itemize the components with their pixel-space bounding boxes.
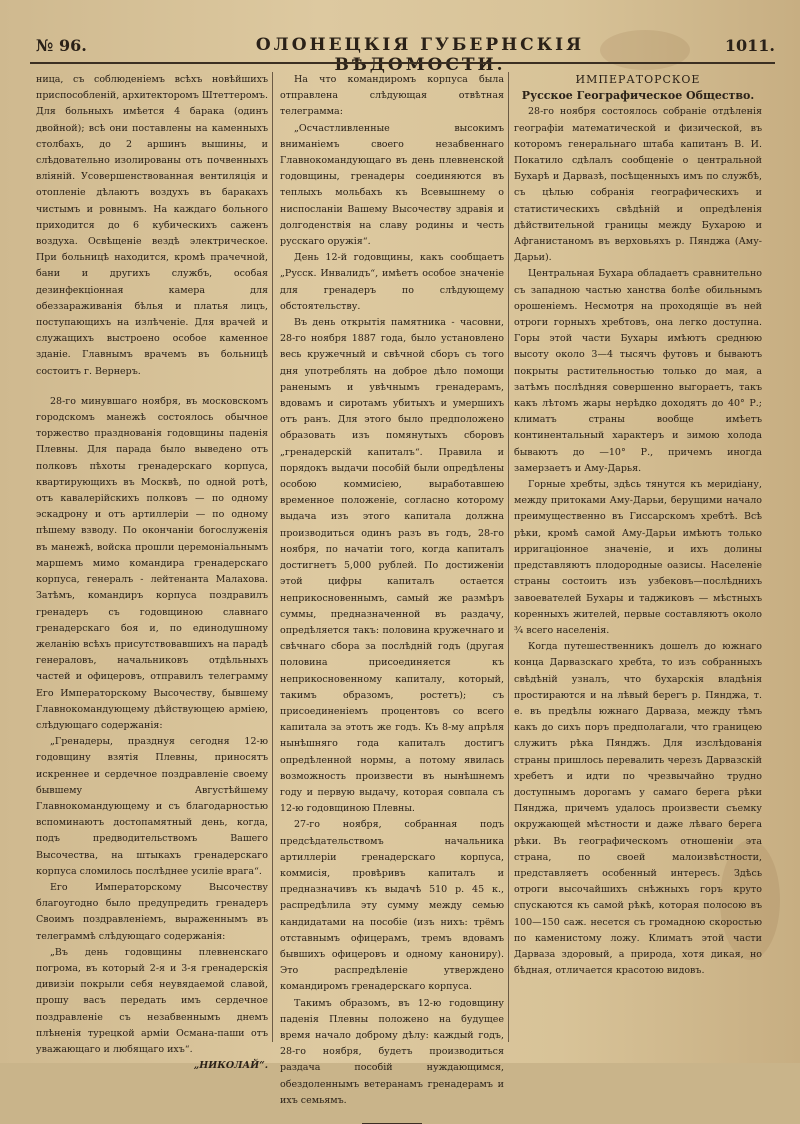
quote-paragraph: „Осчастливленные высокимъ вниманіемъ своего незабвеннаго Главнокомандующаго въ день плевненской годовщины, гренадеры соединяются въ теплыхъ мольбахъ къ Всевышнему о ниспосланіи Вашему Высочеству здравія и долгоденствія на славу родины и честь русскаго оружія“. (280, 122, 504, 248)
column-divider (272, 72, 273, 1042)
paragraph: Центральная Бухара обладаетъ сравнительно съ западною частью ханства болѣе обильнымъ орошеніемъ. Несмотря на проходящіе въ ней отроги горныхъ хребтовъ, она легко доступна. Горы этой части Бухары имѣютъ среднюю высоту около 3—4 тысячъ футовъ и бываютъ покрыты растительностью только до мая, а затѣмъ послѣдняя совершенно выгораетъ, такъ какъ лѣтомъ жары нерѣдко доходятъ до 40° Р.; климатъ страны вообще имѣетъ континентальный характеръ и зимою холода бываютъ до —10° Р., причемъ иногда замерзаетъ и Аму-Дарья. (514, 268, 762, 474)
paragraph: День 12-й годовщины, какъ сообщаетъ „Русск. Инвалидъ“, имѣетъ особое значеніе для гренадеръ по слѣдующему обстоятельству. (280, 252, 504, 312)
paragraph: Когда путешественникъ дошелъ до южнаго конца Дарвазскаго хребта, то изъ собранныхъ свѣдѣній узналъ, что бухарскія владѣнія простираются и на лѣвый берегъ р. Пянджа, т. е. въ предѣлы южнаго Дарваза, между тѣмъ какъ до сихъ поръ предполагали, что границею служитъ рѣка Пянджъ. Для изслѣдованія страны пришлось перевалить черезъ Дарвазскій хребетъ и идти по чрезвычайно трудно доступнымъ дорогамъ у самаго берега рѣки Пянджа, причемъ удалось произвести съемку окружающей мѣстности и даже лѣваго берега рѣки. Въ географическомъ отношеніи эта страна, по своей малоизвѣстности, представляетъ особенный интересъ. Здѣсь отроги высочайшихъ снѣжныхъ горъ круто спускаются къ самой рѣкѣ, которая полосою въ 100—150 саж. несется съ громадною скоростью по каменистому ложу. Климатъ этой части Дарваза здоровый, а природа, хотя дикая, но бѣдная, отличается красотою видовъ. (514, 641, 762, 977)
newspaper-title: ОЛОНЕЦКІЯ ГУБЕРНСКІЯ ВѢДОМОСТИ. (255, 35, 585, 75)
paragraph: Въ день открытія памятника - часовни, 28-го ноября 1887 года, было установлено весь кружечный и свѣчной сборъ съ того дня употреблять на доброе дѣло помощи раненымъ и увѣчнымъ гренадерамъ, вдовамъ и сиротамъ убитыхъ и умершихъ отъ ранъ. Для этого было предположено образовать изъ помянутыхъ сборовъ „гренадерскій капиталъ“. Правила и порядокъ выдачи пособій были опредѣлены особою коммисіею, выработавшею временное положеніе, согласно которому выдача изъ этого капитала должна производиться одинъ разъ въ годъ, 28-го ноября, по начатіи того, когда капиталъ достигнетъ 5,000 рублей. По достиженіи этой цифры капиталъ остается неприкосновеннымъ, самый же размѣръ суммы, предназначенной въ раздачу, опредѣляется такъ: половина кружечнаго и свѣчнаго сбора за послѣдній годъ (другая половина присоединяется къ неприкосновенному капиталу, который, такимъ образомъ, ростетъ); съ присоединеніемъ процентовъ со всего капитала за этотъ же годъ. Къ 8-му апрѣля нынѣшняго года капиталъ достигъ опредѣленной нормы, а потому явилась возможность произвести въ нынѣшнемъ году и первую выдачу, которая совпала съ 12-ю годовщиною Плевны. (280, 317, 504, 815)
column-right (514, 72, 762, 979)
page-number: 1011. (724, 36, 775, 55)
page-header (30, 30, 775, 75)
paragraph: Такимъ образомъ, въ 12-ю годовщину паденія Плевны положено на будущее время начало доброму дѣлу: каждый годъ, 28-го ноября, будетъ производиться раздача пособій нуждающимся, обездоленнымъ ветеранамъ гренадерамъ и ихъ семьямъ. (280, 997, 504, 1106)
paragraph: На что командиромъ корпуса была отправлена слѣдующая отвѣтная телеграмма: (280, 74, 504, 118)
header-rule (30, 62, 775, 64)
paragraph: 27-го ноября, собранная подъ предсѣдательствомъ начальника артиллеріи гренадерскаго корпуса, коммисія, провѣривъ капиталъ и предназначивъ къ выдачѣ 510 р. 45 к., распредѣлила эту сумму между семью кандидатами на пособіе (изъ нихъ: трёмъ отставнымъ офицерамъ, тремъ вдовамъ бывшихъ офицеровъ и одному канониру). Это распредѣленіе утверждено командиромъ гренадерскаго корпуса. (280, 819, 504, 993)
issue-number: № 96. (36, 36, 87, 55)
article-subtitle: Русское Географическое Общество. (521, 89, 755, 103)
paragraph: Его Императорскому Высочеству благоугодно было предупредить гренадеръ Своимъ поздравленіемъ, выраженнымъ въ телеграммѣ слѣдующаго содержанія: (36, 881, 268, 942)
column-middle (280, 72, 504, 1124)
quote-paragraph: „Въ день годовщины плевненскаго погрома, въ который 2-я и 3-я гренадерскія дивизіи покрыли себя неувядаемой славой, прошу васъ передать имъ сердечное поздравленіе съ незабвеннымъ днемъ плѣненія турецкой арміи Османа-паши отъ уважающаго и любящаго ихъ“. (36, 946, 268, 1055)
column-divider (508, 72, 509, 1042)
column-left (36, 72, 268, 1074)
paragraph: ница, съ соблюденіемъ всѣхъ новѣйшихъ приспособленій, архитекторомъ Штеттеромъ. Для больныхъ имѣется 4 барака (одинъ двойной); всѣ они поставлены на каменныхъ столбахъ, до 2 аршинъ вышины, и слѣдовательно изолированы отъ почвенныхъ вліяній. Усовершенствованная вентиляція и отопленіе дѣлаютъ воздухъ въ баракахъ чистымъ и ровнымъ. На каждаго больного приходится до 6 кубическихъ саженъ воздуха. Освѣщеніе вездѣ электрическое. При больницѣ находится, кромѣ прачечной, бани и другихъ службъ, особая дезинфекціонная камера для обеззараживанія бѣлья и платья лицъ, поступающихъ на излѣченіе. Для врачей и служащихъ выстроено особое каменное зданіе. Главнымъ врачемъ въ больницѣ состоитъ г. Вернеръ. (36, 74, 268, 377)
quote-paragraph: „Гренадеры, празднуя сегодня 12-ю годовщину взятія Плевны, приносятъ искреннее и сердечное поздравленіе своему бывшему Августѣйшему Главнокомандующему и съ благодарностью вспоминаютъ достопамятный день, когда, подъ предводительствомъ Вашего Высочества, на штыкахъ гренадерскаго корпуса сломилось послѣднее усиліе врага“. (36, 736, 268, 877)
signature: „НИКОЛАЙ“. (193, 1060, 268, 1072)
paragraph: 28-го минувшаго ноября, въ московскомъ городскомъ манежѣ состоялось обычное торжество празднованія годовщины паденія Плевны. Для парада было выведено отъ полковъ пѣхоты гренадерскаго корпуса, квартирующихъ въ Москвѣ, по одной ротѣ, отъ кавалерійскихъ полковъ — по одному эскадрону и отъ артиллеріи — по одному пѣшему взводу. По окончаніи богослуженія въ манежѣ, войска прошли церемоніальнымъ маршемъ мимо командира гренадерскаго корпуса, генералъ - лейтенанта Малахова. Затѣмъ, командиръ корпуса поздравилъ гренадеръ съ годовщиною славнаго гренадерскаго боя и, по единодушному желанію всѣхъ присутствовавшихъ на парадѣ генераловъ, начальниковъ отдѣльныхъ частей и офицеровъ, отправилъ телеграмму Его Императорскому Высочеству, бывшему Главнокомандующему дѣйствующею арміею, слѣдующаго содержанія: (36, 395, 268, 731)
paragraph: Горные хребты, здѣсь тянутся къ меридіану, между притоками Аму-Дарьи, берущими начало преимущественно въ Гиссарскомъ хребтѣ. Всѣ рѣки, кромѣ самой Аму-Дарьи имѣютъ только ирригаціонное значеніе, и ихъ долины представляютъ плодородные оазисы. Населеніе страны состоитъ изъ узбековъ—послѣднихъ завоевателей Бухары и таджиковъ — мѣстныхъ коренныхъ жителей, первые составляютъ около ¾ всего населенія. (514, 479, 762, 636)
paragraph: 28-го ноября состоялось собраніе отдѣленія географіи математической и физической, въ которомъ генеральнаго штаба капитанъ В. И. Покатило сдѣлалъ сообщеніе о центральной Бухарѣ и Дарвазѣ, посѣщенныхъ имъ по службѣ, съ цѣлью собранія географическихъ и статистическихъ свѣдѣній и опредѣленія дѣйствительной границы между Бухарою и Афганистаномъ въ верховьяхъ р. Пянджа (Аму-Дарьи). (514, 106, 762, 264)
article-title: ИМПЕРАТОРСКОЕ (575, 73, 701, 86)
